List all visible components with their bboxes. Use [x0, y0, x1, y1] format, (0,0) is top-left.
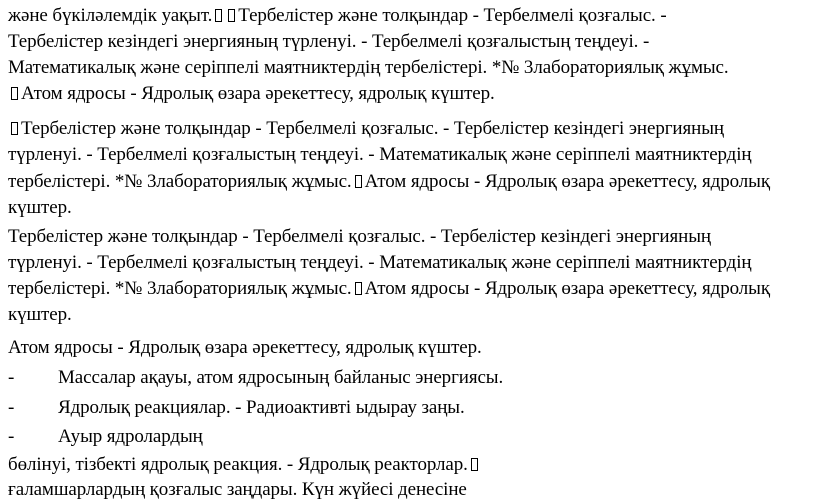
text-line-4: [8, 82, 495, 106]
text-line-8: [8, 196, 72, 220]
text-line-7: [8, 170, 770, 194]
text-line-5: [8, 117, 724, 141]
line-text: ғаламшарлардың қозғалыс заңдары. Күн жүйесі денесіне: [8, 479, 467, 500]
missing-glyph-icon: [11, 87, 18, 100]
missing-glyph-icon: [355, 175, 362, 188]
text-line-13: [8, 336, 482, 360]
line-text: Тербелістер және толқындар - Тербелмелі қозғалыс. -: [238, 5, 667, 26]
line-text: бөлінуі, тізбекті ядролық реакция. - Ядролық реакторлар.: [8, 454, 468, 475]
text-line-15: [8, 478, 467, 502]
text-line-2: [8, 30, 649, 54]
text-line-12: [8, 303, 72, 327]
missing-glyph-icon: [215, 9, 222, 22]
line-text: Атом ядросы - Ядролық өзара әрекеттесу, ядролық: [364, 278, 770, 299]
list-item-text: Массалар ақауы, атом ядросының байланыс энергиясы.: [58, 367, 504, 388]
missing-glyph-icon: [228, 9, 235, 22]
line-text: күштер.: [8, 304, 72, 325]
missing-glyph-icon: [355, 282, 362, 295]
missing-glyph-icon: [471, 458, 478, 471]
line-text: түрленуі. - Тербелмелі қозғалыстың теңдеуі. - Математикалық және серіппелі маятниктердің: [8, 252, 752, 273]
list-item-text: Ядролық реакциялар. - Радиоактивті ыдырау заңы.: [58, 397, 465, 418]
line-text: және бүкіләлемдік уақыт.: [8, 5, 213, 26]
text-line-1: [8, 4, 667, 28]
line-text: Атом ядросы - Ядролық өзара әрекеттесу, ядролық күштер.: [8, 337, 482, 358]
line-text: Тербелістер кезіндегі энергияның түрленуі. - Тербелмелі қозғалыстың теңдеуі. -: [8, 31, 650, 52]
text-line-3: [8, 56, 729, 80]
line-text: тербелістері. *№ 3лабораториялық жұмыс.: [8, 171, 352, 192]
line-text: Тербелістер және толқындар - Тербелмелі қозғалыс. - Тербелістер кезіндегі энергияның: [21, 118, 724, 139]
text-line-9: [8, 225, 711, 249]
text-line-14: [8, 453, 481, 477]
list-dash: -: [8, 426, 15, 447]
text-line-10: [8, 251, 752, 275]
list-dash: -: [8, 367, 15, 388]
text-line-11: [8, 277, 770, 301]
line-text: Атом ядросы - Ядролық өзара әрекеттесу, ядролық: [364, 171, 770, 192]
line-text: түрленуі. - Тербелмелі қозғалыстың теңдеуі. - Математикалық және серіппелі маятниктердің: [8, 144, 752, 165]
text-line-6: [8, 143, 752, 167]
line-text: Тербелістер және толқындар - Тербелмелі қозғалыс. - Тербелістер кезіндегі энергияның: [8, 226, 711, 247]
line-text: Атом ядросы - Ядролық өзара әрекеттесу, ядролық күштер.: [21, 83, 495, 104]
list-item-text: Ауыр ядролардың: [58, 426, 203, 447]
missing-glyph-icon: [11, 122, 18, 135]
line-text: Математикалық және серіппелі маятниктердің тербелістері. *№ 3лабораториялық жұмыс.: [8, 57, 729, 78]
line-text: тербелістері. *№ 3лабораториялық жұмыс.: [8, 278, 352, 299]
line-text: күштер.: [8, 197, 72, 218]
list-dash: -: [8, 397, 15, 418]
